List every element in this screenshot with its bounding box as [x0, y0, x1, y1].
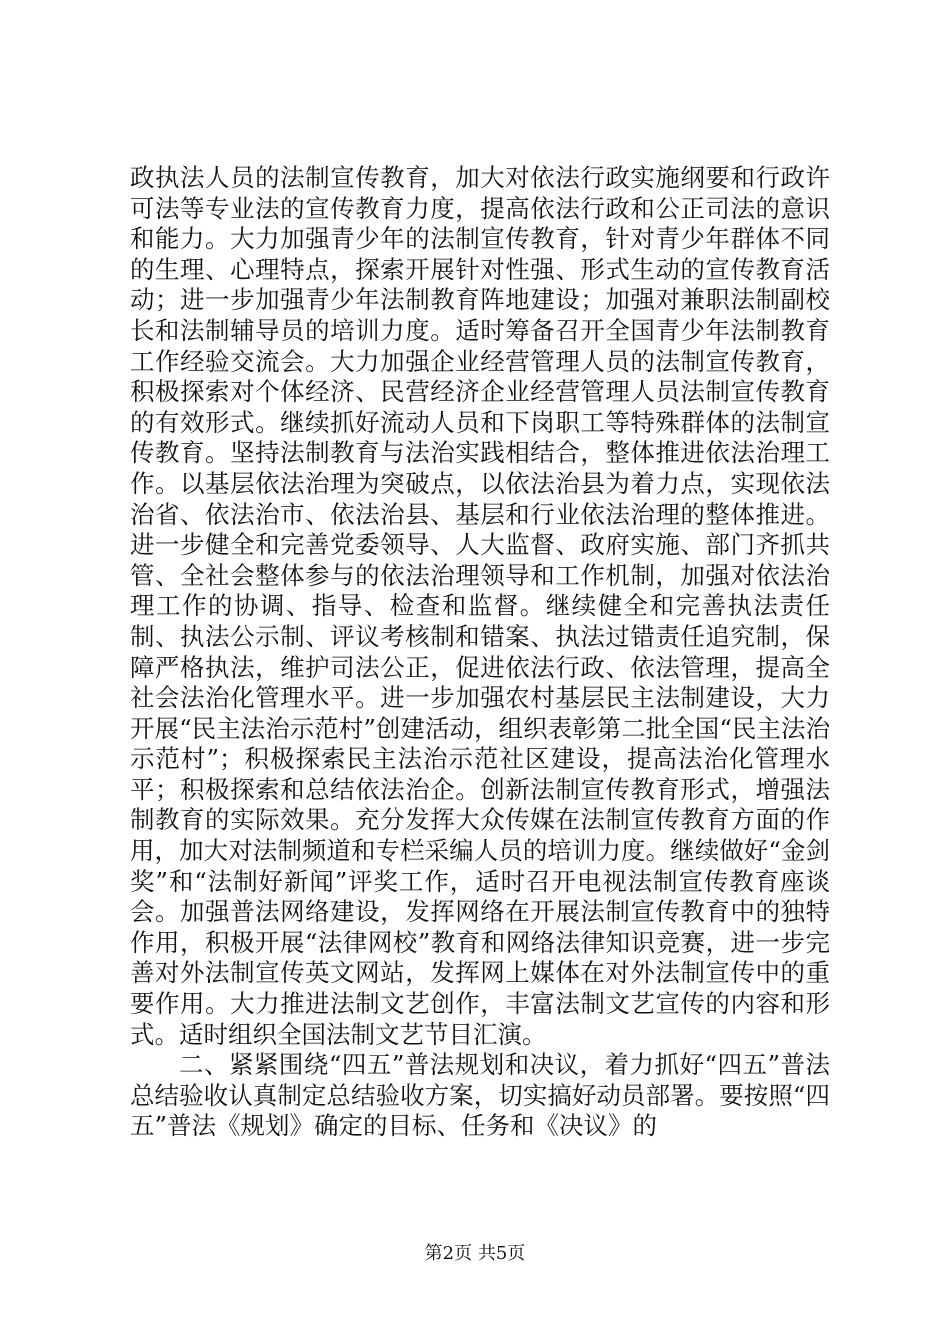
paragraph-2: 二、紧紧围绕“四五”普法规划和决议，着力抓好“四五”普法总结验收认真制定总结验收方案，切实搞好动员部署。要按照“四五”普法《规划》确定的目标、任务和《决议》的	[130, 1050, 830, 1141]
page-footer	[0, 1243, 950, 1265]
document-body	[130, 163, 830, 1142]
paragraph-1: 政执法人员的法制宣传教育，加大对依法行政实施纲要和行政许可法等专业法的宣传教育力度，提高依法行政和公正司法的意识和能力。大力加强青少年的法制宣传教育，针对青少年群体不同的生理、心理特点，探索开展针对性强、形式生动的宣传教育活动；进一步加强青少年法制教育阵地建设；加强对兼职法制副校长和法制辅导员的培训力度。适时筹备召开全国青少年法制教育工作经验交流会。大力加强企业经营管理人员的法制宣传教育，积极探索对个体经济、民营经济企业经营管理人员法制宣传教育的有效形式。继续抓好流动人员和下岗职工等特殊群体的法制宣传教育。坚持法制教育与法治实践相结合，整体推进依法治理工作。以基层依法治理为突破点，以依法治县为着力点，实现依法治省、依法治市、依法治县、基层和行业依法治理的整体推进。进一步健全和完善党委领导、人大监督、政府实施、部门齐抓共管、全社会整体参与的依法治理领导和工作机制，加强对依法治理工作的协调、指导、检查和监督。继续健全和完善执法责任制、执法公示制、评议考核制和错案、执法过错责任追究制，保障严格执法，维护司法公正，促进依法行政、依法管理，提高全社会法治化管理水平。进一步加强农村基层民主法制建设，大力开展“民主法治示范村”创建活动，组织表彰第二批全国“民主法治示范村”；积极探索民主法治示范社区建设，提高法治化管理水平；积极探索和总结依法治企。创新法制宣传教育形式，增强法制教育的实际效果。充分发挥大众传媒在法制宣传教育方面的作用，加大对法制频道和专栏采编人员的培训力度。继续做好“金剑奖”和“法制好新闻”评奖工作，适时召开电视法制宣传教育座谈会。加强普法网络建设，发挥网络在开展法制宣传教育中的独特作用，积极开展“法律网校”教育和网络法律知识竞赛，进一步完善对外法制宣传英文网站，发挥网上媒体在对外法制宣传中的重要作用。大力推进法制文艺创作，丰富法制文艺宣传的内容和形式。适时组织全国法制文艺节目汇演。	[130, 163, 830, 1049]
page-indicator: 第2页 共5页	[424, 1243, 526, 1264]
